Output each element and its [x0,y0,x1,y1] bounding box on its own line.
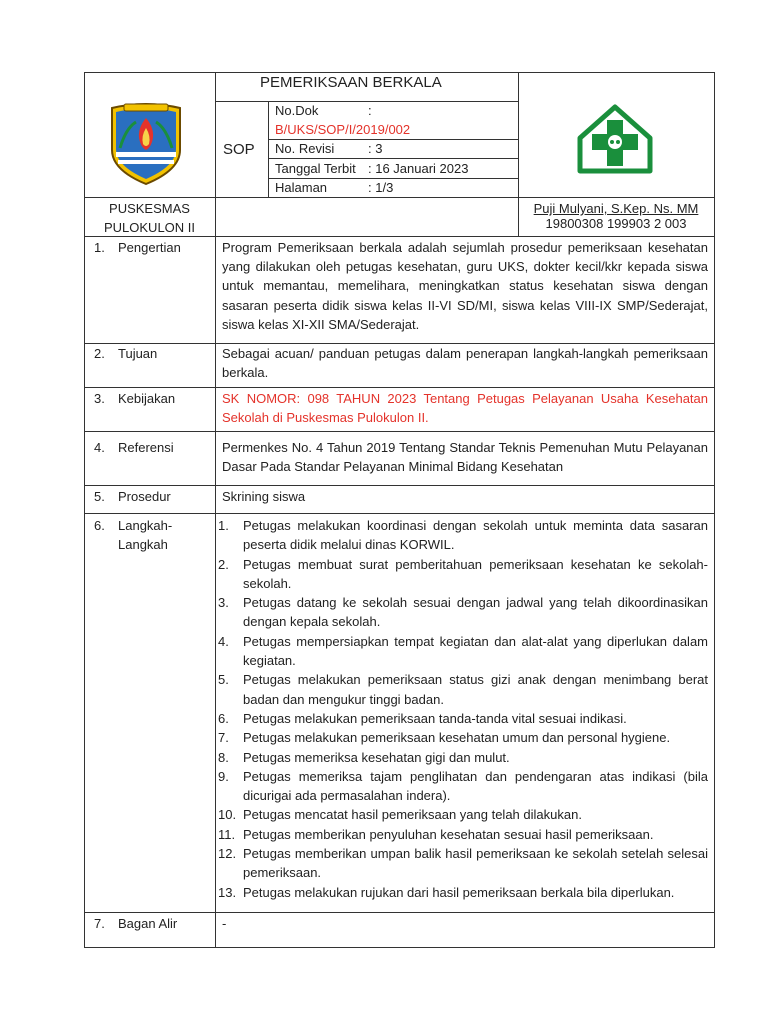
step-text: Petugas memberikan penyuluhan kesehatan sesuai hasil pemeriksaan. [243,826,654,842]
steps-list [218,516,708,902]
tanggal-terbit-value: : 16 Januari 2023 [368,161,469,176]
section-number: 6. [94,518,105,533]
signer-name: Puji Mulyani, S.Kep. Ns. MM [533,201,699,216]
signer-nip: 19800308 199903 2 003 [545,216,687,231]
step-number: 7. [218,730,229,746]
step-number: 4. [218,633,229,649]
list-item [218,728,708,747]
list-item [218,825,708,844]
step-number: 3. [218,595,229,611]
list-item [218,516,708,555]
row-line-3 [84,387,714,388]
list-item [218,844,708,883]
section-number: 5. [94,489,105,504]
step-number: 8. [218,749,229,765]
step-text: Petugas melakukan rujukan dari hasil pemeriksaan berkala bila diperlukan. [243,884,675,900]
step-number: 11. [218,826,236,842]
step-text: Petugas memeriksa tajam penglihatan dan pendengaran atas indikasi (bila dicurigai ada permasalahan indera). [243,768,708,804]
list-item [218,709,708,728]
puskesmas-cross-logo-icon [577,104,653,174]
row-line-4 [84,431,714,432]
no-revisi-label: No. Revisi [275,141,335,156]
title-divider [215,101,518,102]
section-number: 2. [94,346,105,361]
step-number: 10. [218,807,237,823]
section-text-tujuan: Sebagai acuan/ panduan petugas dalam penerapan langkah-langkah pemeriksaan berkala. [222,346,708,381]
section-number: 1. [94,240,105,255]
section-text-kebijakan: SK NOMOR: 098 TAHUN 2023 Tentang Petugas Pelayanan Usaha Kesehatan Sekolah di Puskesmas Pulokulon II. [222,391,708,426]
section-number: 4. [94,440,105,455]
section-number: 3. [94,391,105,406]
list-item [218,767,708,806]
section-text-referensi: Permenkes No. 4 Tahun 2019 Tentang Standar Teknis Pemenuhan Mutu Pelayanan Dasar Pada Standar Pelayanan Minimal Bidang Kesehatan [222,440,708,475]
list-item [218,805,708,824]
section-label-pengertian: Pengertian [118,240,181,255]
regency-emblem-icon [106,98,186,186]
section-number: 7. [94,916,105,931]
step-number: 2. [218,556,229,572]
row-line-7 [84,912,714,913]
section-text-pengertian: Program Pemeriksaan berkala adalah sejumlah prosedur pemeriksaan kesehatan yang dilakukan oleh petugas kesehatan, guru UKS, dokter kecil/kkr kepada siswa untuk memantau, memelihara, meningkatkan status kesehatan siswa dengan sasaran peserta didik siswa kelas II-VI SD/MI, siswa kelas VIII-IX SMP/Sederajat, siswa kelas XI-XII SMA/Sederajat. [222,240,708,332]
section-label-langkah-line1: Langkah- [118,518,173,533]
step-text: Petugas memeriksa kesehatan gigi dan mulut. [243,749,510,765]
step-number: 1. [218,518,229,533]
no-revisi-value: : 3 [368,141,383,156]
step-text: Petugas mempersiapkan tempat kegiatan dan alat-alat yang diperlukan dalam kegiatan. [243,633,708,669]
sop-column-divider [268,101,269,198]
step-text: Petugas membuat surat pemberitahuan pemeriksaan kesehatan ke sekolah-sekolah. [243,556,708,591]
institution-name-line2: PULOKULON II [103,220,196,235]
step-text: Petugas mencatat hasil pemeriksaan yang telah dilakukan. [243,807,582,823]
step-text: Petugas melakukan koordinasi dengan sekolah untuk meminta data sasaran peserta didik melalui dinas KORWIL. [243,518,708,553]
no-dok-colon: : [368,103,372,118]
step-number: 6. [218,710,229,726]
table-border-bottom [84,947,714,948]
list-item [218,593,708,632]
section-text-prosedur: Skrining siswa [222,489,306,504]
step-text: Petugas melakukan pemeriksaan status gizi anak dengan menimbang berat badan dan mengukur tinggi badan. [243,672,708,707]
tanggal-terbit-label: Tanggal Terbit [275,161,356,176]
step-number: 5. [218,672,229,688]
document-title: PEMERIKSAAN BERKALA [260,74,442,91]
section-label-prosedur: Prosedur [118,489,171,504]
step-text: Petugas melakukan pemeriksaan kesehatan umum dan personal hygiene. [243,730,671,746]
step-number: 9. [218,768,229,784]
institution-name-line1: PUSKESMAS [109,201,190,216]
section-label-langkah-line2: Langkah [118,537,168,552]
step-number: 12. [218,846,237,862]
list-item [218,670,708,709]
step-number: 13. [218,884,237,900]
sop-label: SOP [223,141,255,158]
list-item [218,632,708,671]
section-label-referensi: Referensi [118,440,174,455]
row-line-5 [84,485,714,486]
section-label-kebijakan: Kebijakan [118,391,176,406]
section-text-bagan-alir: - [222,916,227,931]
no-dok-value: B/UKS/SOP/I/2019/002 [275,122,411,137]
list-item [218,883,708,902]
step-text: Petugas melakukan pemeriksaan tanda-tanda vital sesuai indikasi. [243,710,627,726]
no-dok-label: No.Dok [275,103,319,118]
halaman-label: Halaman [275,180,328,195]
step-text: Petugas memberikan umpan balik hasil pemeriksaan ke sekolah setelah selesai pemeriksaan. [243,846,708,881]
row-line-6 [84,513,714,514]
section-label-bagan-alir: Bagan Alir [118,916,178,931]
list-item [218,748,708,767]
header-bottom-line [84,197,714,198]
table-border-right [714,72,715,948]
label-column-divider [215,72,216,948]
section-label-tujuan: Tujuan [118,346,158,361]
step-text: Petugas datang ke sekolah sesuai dengan jadwal yang telah dikoordinasikan dengan kepala sekolah. [243,595,708,630]
list-item [218,555,708,594]
halaman-value: : 1/3 [368,180,394,195]
